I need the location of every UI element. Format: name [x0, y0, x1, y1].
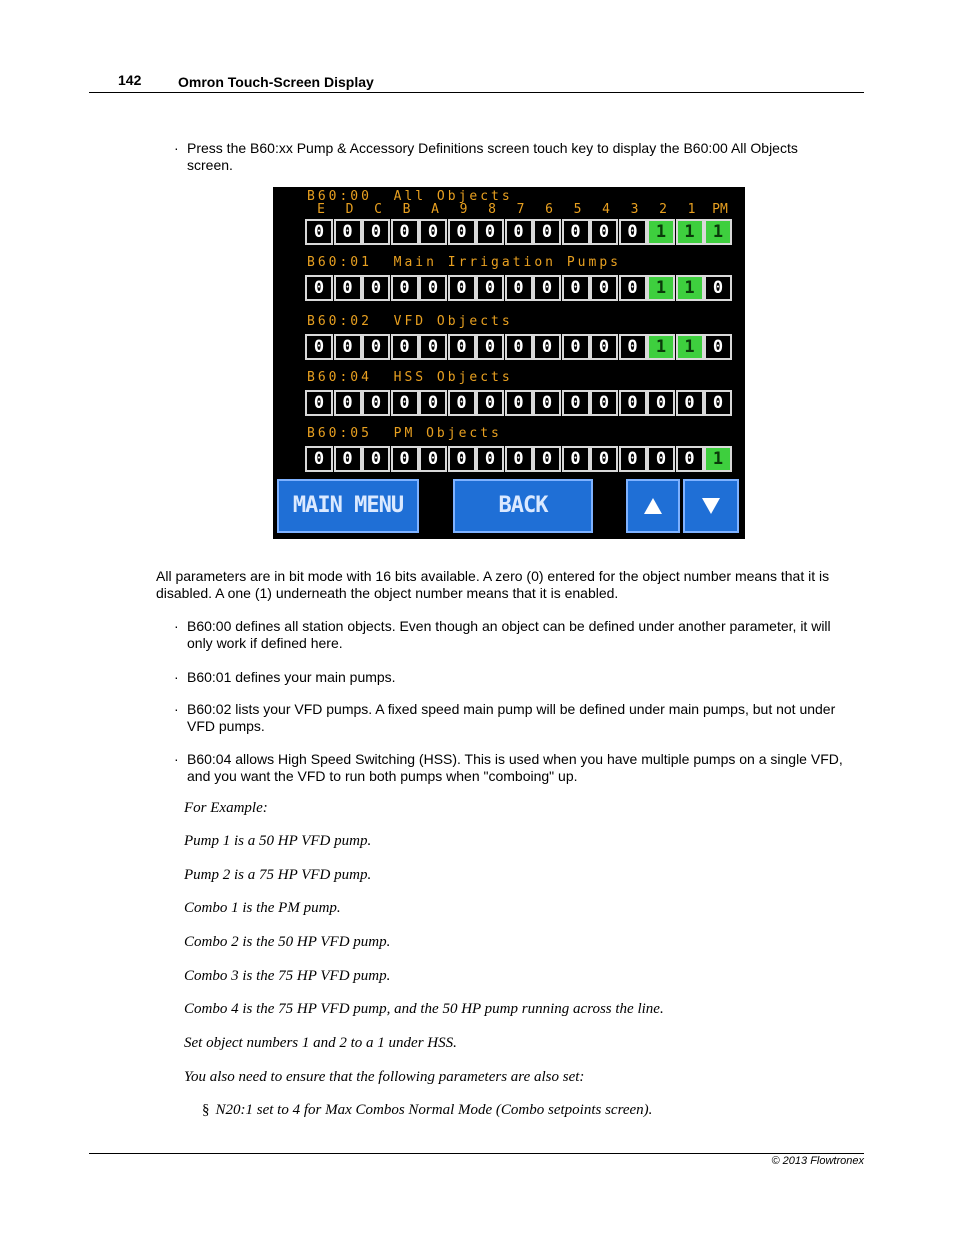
bit-cell[interactable]: 0 [505, 219, 533, 245]
bit-cell[interactable]: 0 [676, 390, 704, 416]
bit-cell[interactable]: 0 [419, 219, 447, 245]
bit-cell[interactable]: 0 [533, 334, 561, 360]
bit-cell[interactable]: 0 [476, 219, 504, 245]
bit-cell[interactable]: 0 [305, 219, 333, 245]
bit-cell[interactable]: 0 [476, 390, 504, 416]
column-header: 5 [573, 202, 582, 217]
bullet-dot: · [174, 701, 179, 717]
bit-cell[interactable]: 0 [391, 390, 419, 416]
bit-cell[interactable]: 0 [419, 446, 447, 472]
bit-cell[interactable]: 0 [590, 219, 618, 245]
bullet-dot: · [174, 618, 179, 634]
row-label: B60:01 Main Irrigation Pumps [307, 255, 621, 270]
bit-cell[interactable]: 0 [362, 390, 390, 416]
bit-cell[interactable]: 0 [362, 275, 390, 301]
example-line: Combo 2 is the 50 HP VFD pump. [184, 934, 391, 950]
bit-cell[interactable]: 0 [562, 446, 590, 472]
bit-cell[interactable]: 1 [647, 334, 675, 360]
bit-cell[interactable]: 0 [562, 219, 590, 245]
page-number: 142 [118, 72, 142, 88]
bit-cell[interactable]: 0 [704, 275, 732, 301]
header-rule [89, 92, 864, 93]
bit-cell[interactable]: 0 [419, 390, 447, 416]
example-line: Set object numbers 1 and 2 to a 1 under HSS. [184, 1035, 457, 1051]
bit-cell[interactable]: 0 [362, 334, 390, 360]
bit-cell[interactable]: 0 [391, 446, 419, 472]
column-header: B [402, 202, 411, 217]
footer-copyright: © 2013 Flowtronex [771, 1155, 864, 1167]
bit-cell[interactable]: 0 [448, 334, 476, 360]
bit-cell[interactable]: 0 [334, 334, 362, 360]
row-label: B60:00 All Objects [307, 189, 513, 204]
bit-cell[interactable]: 0 [362, 219, 390, 245]
footer-rule [89, 1153, 864, 1154]
row-label: B60:05 PM Objects [307, 426, 502, 441]
example-line: Pump 2 is a 75 HP VFD pump. [184, 867, 372, 883]
bit-cell[interactable]: 0 [334, 219, 362, 245]
bit-cell[interactable]: 0 [305, 390, 333, 416]
bullet-text: B60:01 defines your main pumps. [187, 669, 396, 685]
page-title: Omron Touch-Screen Display [178, 74, 374, 90]
bit-cell[interactable]: 0 [476, 275, 504, 301]
bit-cell[interactable]: 0 [590, 446, 618, 472]
bit-cell[interactable]: 0 [391, 275, 419, 301]
bit-cell[interactable]: 0 [448, 446, 476, 472]
bit-cell[interactable]: 0 [419, 334, 447, 360]
bit-cell[interactable]: 0 [676, 446, 704, 472]
bit-cell[interactable]: 0 [533, 219, 561, 245]
bit-cell[interactable]: 0 [562, 334, 590, 360]
bit-cell[interactable]: 0 [305, 446, 333, 472]
column-header: 9 [459, 202, 468, 217]
main-menu-button[interactable]: MAIN MENU [277, 479, 419, 533]
bit-cell[interactable]: 0 [334, 275, 362, 301]
body-paragraph: All parameters are in bit mode with 16 bits available. A zero (0) entered for the object number means that it is disabled. A one (1) underneath the object number means that it is enabled. [156, 568, 830, 601]
example-line: Combo 1 is the PM pump. [184, 900, 341, 916]
column-header: E [317, 202, 325, 217]
hmi-screenshot [273, 187, 745, 539]
bit-cell[interactable]: 0 [391, 219, 419, 245]
bit-cell[interactable]: 0 [305, 334, 333, 360]
intro-bullet-text: Press the B60:xx Pump & Accessory Definitions screen touch key to display the B60:00 All Objects screen. [187, 140, 798, 173]
bit-cell[interactable]: 1 [676, 219, 704, 245]
bit-cell[interactable]: 0 [476, 446, 504, 472]
bit-cell[interactable]: 0 [704, 334, 732, 360]
column-header: PM [712, 202, 728, 217]
bit-cell[interactable]: 1 [704, 219, 732, 245]
bit-cell[interactable]: 0 [362, 446, 390, 472]
bit-cell[interactable]: 1 [647, 219, 675, 245]
section-marker: § [202, 1102, 210, 1118]
triangle-up-icon [644, 498, 662, 514]
bit-cell[interactable]: 1 [647, 275, 675, 301]
column-header: 6 [545, 202, 553, 217]
bit-cell[interactable]: 0 [476, 334, 504, 360]
bit-cell[interactable]: 0 [619, 275, 647, 301]
bit-cell[interactable]: 0 [505, 334, 533, 360]
column-header: 4 [602, 202, 610, 217]
scroll-down-button[interactable] [683, 479, 739, 533]
example-line: Combo 4 is the 75 HP VFD pump, and the 50 HP pump running across the line. [184, 1001, 664, 1017]
bit-cell[interactable]: 0 [533, 390, 561, 416]
scroll-up-button[interactable] [626, 479, 680, 533]
sub-item-text: N20:1 set to 4 for Max Combos Normal Mode (Combo setpoints screen). [215, 1102, 653, 1118]
bit-cell[interactable]: 0 [448, 390, 476, 416]
bullet-dot: · [174, 669, 179, 685]
example-line: You also need to ensure that the following parameters are also set: [184, 1069, 585, 1085]
bit-cell[interactable]: 0 [619, 334, 647, 360]
bit-cell[interactable]: 0 [647, 446, 675, 472]
bullet-dot: · [174, 751, 179, 767]
bit-cell[interactable]: 0 [590, 390, 618, 416]
bit-cell[interactable]: 0 [590, 275, 618, 301]
bit-cell[interactable]: 1 [704, 446, 732, 472]
sub-item [202, 1102, 652, 1119]
bit-cell[interactable]: 0 [562, 275, 590, 301]
bit-cell[interactable]: 0 [334, 390, 362, 416]
example-line: For Example: [184, 800, 268, 816]
bit-cell[interactable]: 0 [505, 446, 533, 472]
row-label: B60:02 VFD Objects [307, 314, 513, 329]
example-line: Pump 1 is a 50 HP VFD pump. [184, 833, 372, 849]
column-header: D [345, 202, 354, 217]
bullet-text: B60:04 allows High Speed Switching (HSS). This is used when you have multiple pumps on a single VFD, and you want the VFD to run both pumps when "comboing" up. [187, 751, 843, 784]
column-header: C [374, 202, 382, 217]
bit-cell[interactable]: 0 [619, 446, 647, 472]
column-header: 1 [687, 202, 696, 217]
bit-cell[interactable]: 0 [619, 390, 647, 416]
column-header: 7 [516, 202, 525, 217]
bit-cell[interactable]: 0 [334, 446, 362, 472]
bit-cell[interactable]: 0 [619, 219, 647, 245]
bit-cell[interactable]: 0 [533, 275, 561, 301]
bit-cell[interactable]: 0 [448, 275, 476, 301]
bit-cell[interactable]: 0 [305, 275, 333, 301]
column-header: A [431, 202, 439, 217]
column-header: 2 [659, 202, 667, 217]
triangle-down-icon [702, 498, 720, 514]
example-line: Combo 3 is the 75 HP VFD pump. [184, 968, 391, 984]
bit-cell[interactable]: 0 [562, 390, 590, 416]
bit-cell[interactable]: 0 [391, 334, 419, 360]
bit-cell[interactable]: 0 [533, 446, 561, 472]
column-header: 8 [488, 202, 496, 217]
bit-cell[interactable]: 1 [676, 275, 704, 301]
bit-cell[interactable]: 0 [590, 334, 618, 360]
bullet-text: B60:02 lists your VFD pumps. A fixed speed main pump will be defined under main pumps, but not under VFD pumps. [187, 701, 836, 734]
bit-cell[interactable]: 0 [419, 275, 447, 301]
bit-cell[interactable]: 0 [505, 275, 533, 301]
bit-cell[interactable]: 0 [647, 390, 675, 416]
bit-cell[interactable]: 0 [448, 219, 476, 245]
column-header: 3 [630, 202, 639, 217]
bullet-dot: · [174, 140, 179, 156]
bit-cell[interactable]: 0 [505, 390, 533, 416]
back-button[interactable]: BACK [453, 479, 593, 533]
bullet-text: B60:00 defines all station objects. Even though an object can be defined under another parameter, it will only work if defined here. [187, 618, 831, 651]
row-label: B60:04 HSS Objects [307, 370, 513, 385]
bit-cell[interactable]: 0 [704, 390, 732, 416]
bit-cell[interactable]: 1 [676, 334, 704, 360]
